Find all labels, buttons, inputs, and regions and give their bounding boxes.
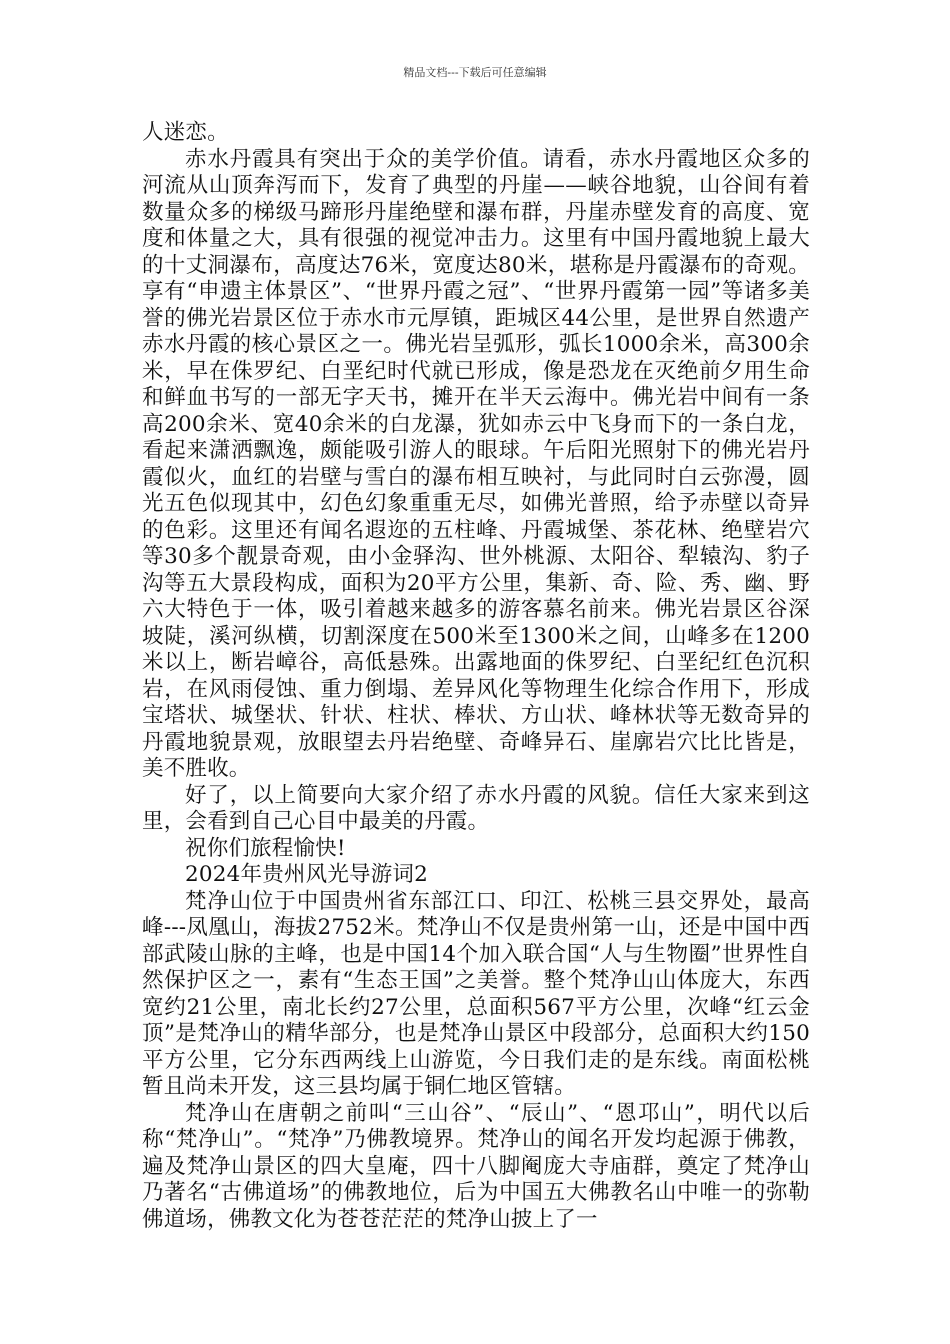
- paragraph-farewell: 祝你们旅程愉快!: [185, 835, 346, 861]
- document-body: [142, 120, 810, 1233]
- paragraph-fanjingshan-intro: 梵净山位于中国贵州省东部江口、印江、松桃三县交界处，最高峰---凤凰山，海拔2752米。梵净山不仅是贵州第一山，还是中国中西部武陵山脉的主峰，也是中国14个加入联合国“人与生物圈”世界性自然保护区之一，素有“生态王国”之美誉。整个梵净山山体庞大，东西宽约21公里，南北长约27公里，总面积567平方公里，次峰“红云金顶”是梵净山的精华部分，也是梵净山景区中段部分，总面积大约150平方公里，它分东西两线上山游览，今日我们走的是东线。南面松桃暂且尚未开发，这三县均属于铜仁地区管辖。: [142, 888, 810, 1099]
- paragraph-fanjingshan-history: 梵净山在唐朝之前叫“三山谷”、“辰山”、“恩邛山”，明代以后称“梵净山”。“梵净”乃佛教境界。梵净山的闻名开发均起源于佛教，遍及梵净山景区的四大皇庵，四十八脚阉庞大寺庙群，奠定了梵净山乃著名“古佛道场”的佛教地位，后为中国五大佛教名山中唯一的弥勒佛道场，佛教文化为苍苍茫茫的梵净山披上了一: [142, 1100, 810, 1232]
- paragraph-continued: 人迷恋。: [142, 120, 229, 145]
- paragraph-chishui-danxia: 赤水丹霞具有突出于众的美学价值。请看，赤水丹霞地区众多的河流从山顶奔泻而下，发育了典型的丹崖——峡谷地貌，山谷间有着数量众多的梯级马蹄形丹崖绝壁和瀑布群，丹崖赤壁发育的高度、宽度和体量之大，具有很强的视觉冲击力。这里有中国丹霞地貌上最大的十丈洞瀑布，高度达76米，宽度达80米，堪称是丹霞瀑布的奇观。享有“申遗主体景区”、“世界丹霞之冠”、“世界丹霞第一园”等诸多美誉的佛光岩景区位于赤水市元厚镇，距城区44公里，是世界自然遗产赤水丹霞的核心景区之一。佛光岩呈弧形，弧长1000余米，高300余米，早在侏罗纪、白垩纪时代就已形成，像是恐龙在灭绝前夕用生命和鲜血书写的一部无字天书，摊开在半天云海中。佛光岩中间有一条高200余米、宽40余米的白龙瀑，犹如赤云中飞身而下的一条白龙，看起来潇洒飘逸，颇能吸引游人的眼球。午后阳光照射下的佛光岩丹霞似火，血红的岩壁与雪白的瀑布相互映衬，与此同时白云弥漫，圆光五色似现其中，幻色幻象重重无尽，如佛光普照，给予赤壁以奇异的色彩。这里还有闻名遐迩的五柱峰、丹霞城堡、茶花林、绝壁岩穴等30多个靓景奇观，由小金驿沟、世外桃源、太阳谷、犁辕沟、豹子沟等五大景段构成，面积为20平方公里，集新、奇、险、秀、幽、野六大特色于一体，吸引着越来越多的游客慕名前来。佛光岩景区谷深坡陡，溪河纵横，切割深度在500米至1300米之间，山峰多在1200米以上，断岩嶂谷，高低悬殊。出露地面的侏罗纪、白垩纪红色沉积岩，在风雨侵蚀、重力倒塌、差异风化等物理生化综合作用下，形成宝塔状、城堡状、针状、柱状、棒状、方山状、峰林状等无数奇异的丹霞地貌景观，放眼望去丹岩绝壁、奇峰异石、崖廓岩穴比比皆是，美不胜收。: [142, 146, 810, 781]
- section-title: 2024年贵州风光导游词2: [185, 862, 428, 887]
- paragraph-conclusion: 好了，以上简要向大家介绍了赤水丹霞的风貌。信任大家来到这里，会看到自己心目中最美的丹霞。: [142, 782, 810, 834]
- page-header: 精品文档---下载后可任意编辑: [403, 66, 547, 79]
